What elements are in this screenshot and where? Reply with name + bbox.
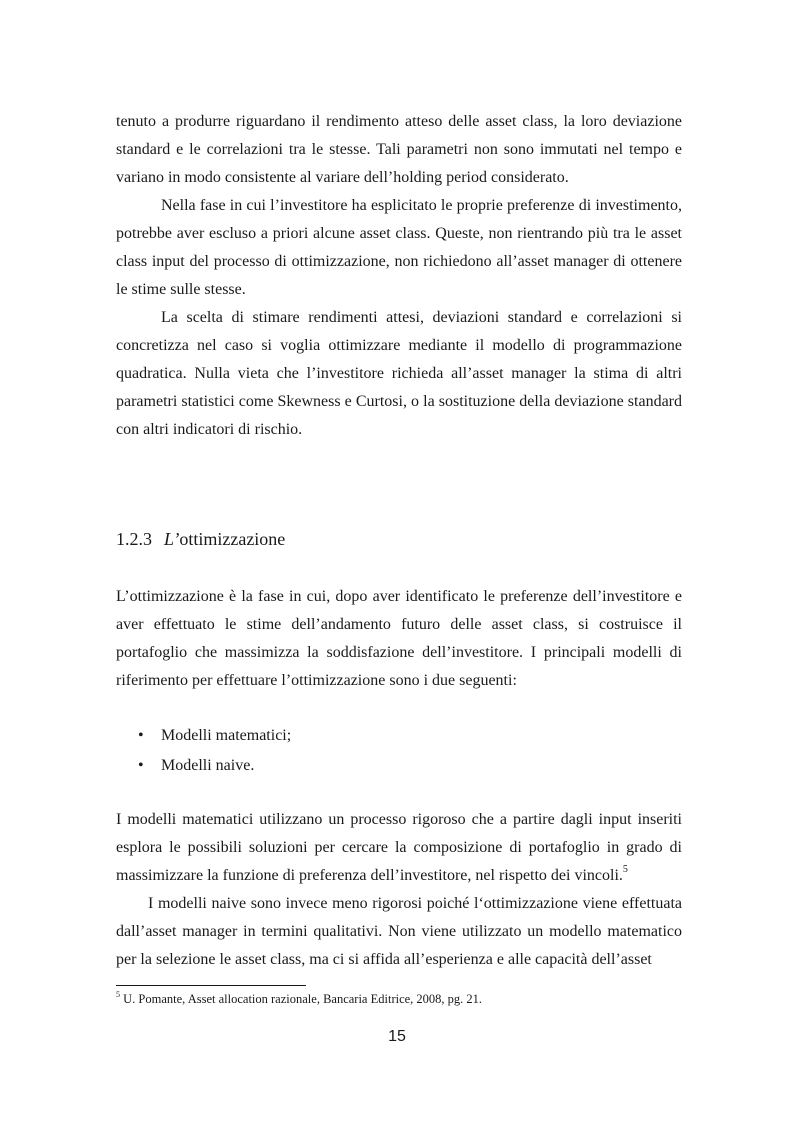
- paragraph-1: tenuto a produrre riguardano il rendimento atteso delle asset class, la loro deviazione standard e le correlazioni tra le stesse. Tali parametri non sono immutati nel tempo e variano in modo consistente al variare dell’holding period considerato.: [116, 113, 682, 186]
- list-item-text: Modelli naive.: [161, 757, 255, 774]
- section-number: 1.2.3: [116, 529, 152, 549]
- footnote-divider: [116, 985, 306, 986]
- paragraph-4: L’ottimizzazione è la fase in cui, dopo aver identificato le preferenze dell’investitore e aver effettuato le stime dell’andamento futuro delle asset class, si costruisce il portafoglio che massimizza la soddisfazione dell’investitore. I principali modelli di riferimento per effettuare l’ottimizzazione sono i due seguenti:: [116, 588, 682, 689]
- section-title-italic: L’: [164, 529, 180, 549]
- footnote: [116, 991, 482, 1007]
- footnote-text: U. Pomante, Asset allocation razionale, Bancaria Editrice, 2008, pg. 21.: [120, 992, 483, 1006]
- paragraph-5-text: I modelli matematici utilizzano un processo rigoroso che a partire dagli input inseriti esplora le possibili soluzioni per cercare la composizione di portafoglio in grado di massimizzare la funzione di preferenza dell’investitore, nel rispetto dei vincoli.: [116, 811, 682, 884]
- list-item: [116, 751, 291, 781]
- models-list: [116, 721, 291, 781]
- paragraph-2: Nella fase in cui l’investitore ha esplicitato le proprie preferenze di investimento, potrebbe aver escluso a priori alcune asset class. Queste, non rientrando più tra le asset class input del processo di ottimizzazione, non richiedono all’asset manager di ottenere le stime sulle stesse.: [116, 197, 682, 298]
- footnote-ref[interactable]: 5: [622, 863, 628, 875]
- bullet-icon: •: [138, 757, 144, 774]
- paragraph-6: I modelli naive sono invece meno rigorosi poiché l‘ottimizzazione viene effettuata dall’asset manager in termini qualitativi. Non viene utilizzato un modello matematico per la selezione le asset class, ma ci si affida all’esperienza e alle capacità dell’asset: [116, 895, 682, 968]
- section-heading: [116, 526, 285, 552]
- paragraph-3: La scelta di stimare rendimenti attesi, deviazioni standard e correlazioni si concretizza nel caso si voglia ottimizzare mediante il modello di programmazione quadratica. Nulla vieta che l’investitore richieda all’asset manager la stima di altri parametri statistici come Skewness e Curtosi, o la sostituzione della deviazione standard con altri indicatori di rischio.: [116, 309, 682, 438]
- section-title: ottimizzazione: [179, 529, 286, 549]
- body-text-top: [116, 108, 682, 444]
- section-intro: [116, 583, 682, 695]
- paragraph-5: [116, 806, 682, 890]
- footnote-number: 5: [116, 989, 120, 999]
- bullet-icon: •: [138, 727, 144, 744]
- page-number: 15: [388, 1028, 406, 1045]
- list-item: [116, 721, 291, 751]
- list-item-text: Modelli matematici;: [161, 727, 292, 744]
- section-body-text: [116, 806, 682, 974]
